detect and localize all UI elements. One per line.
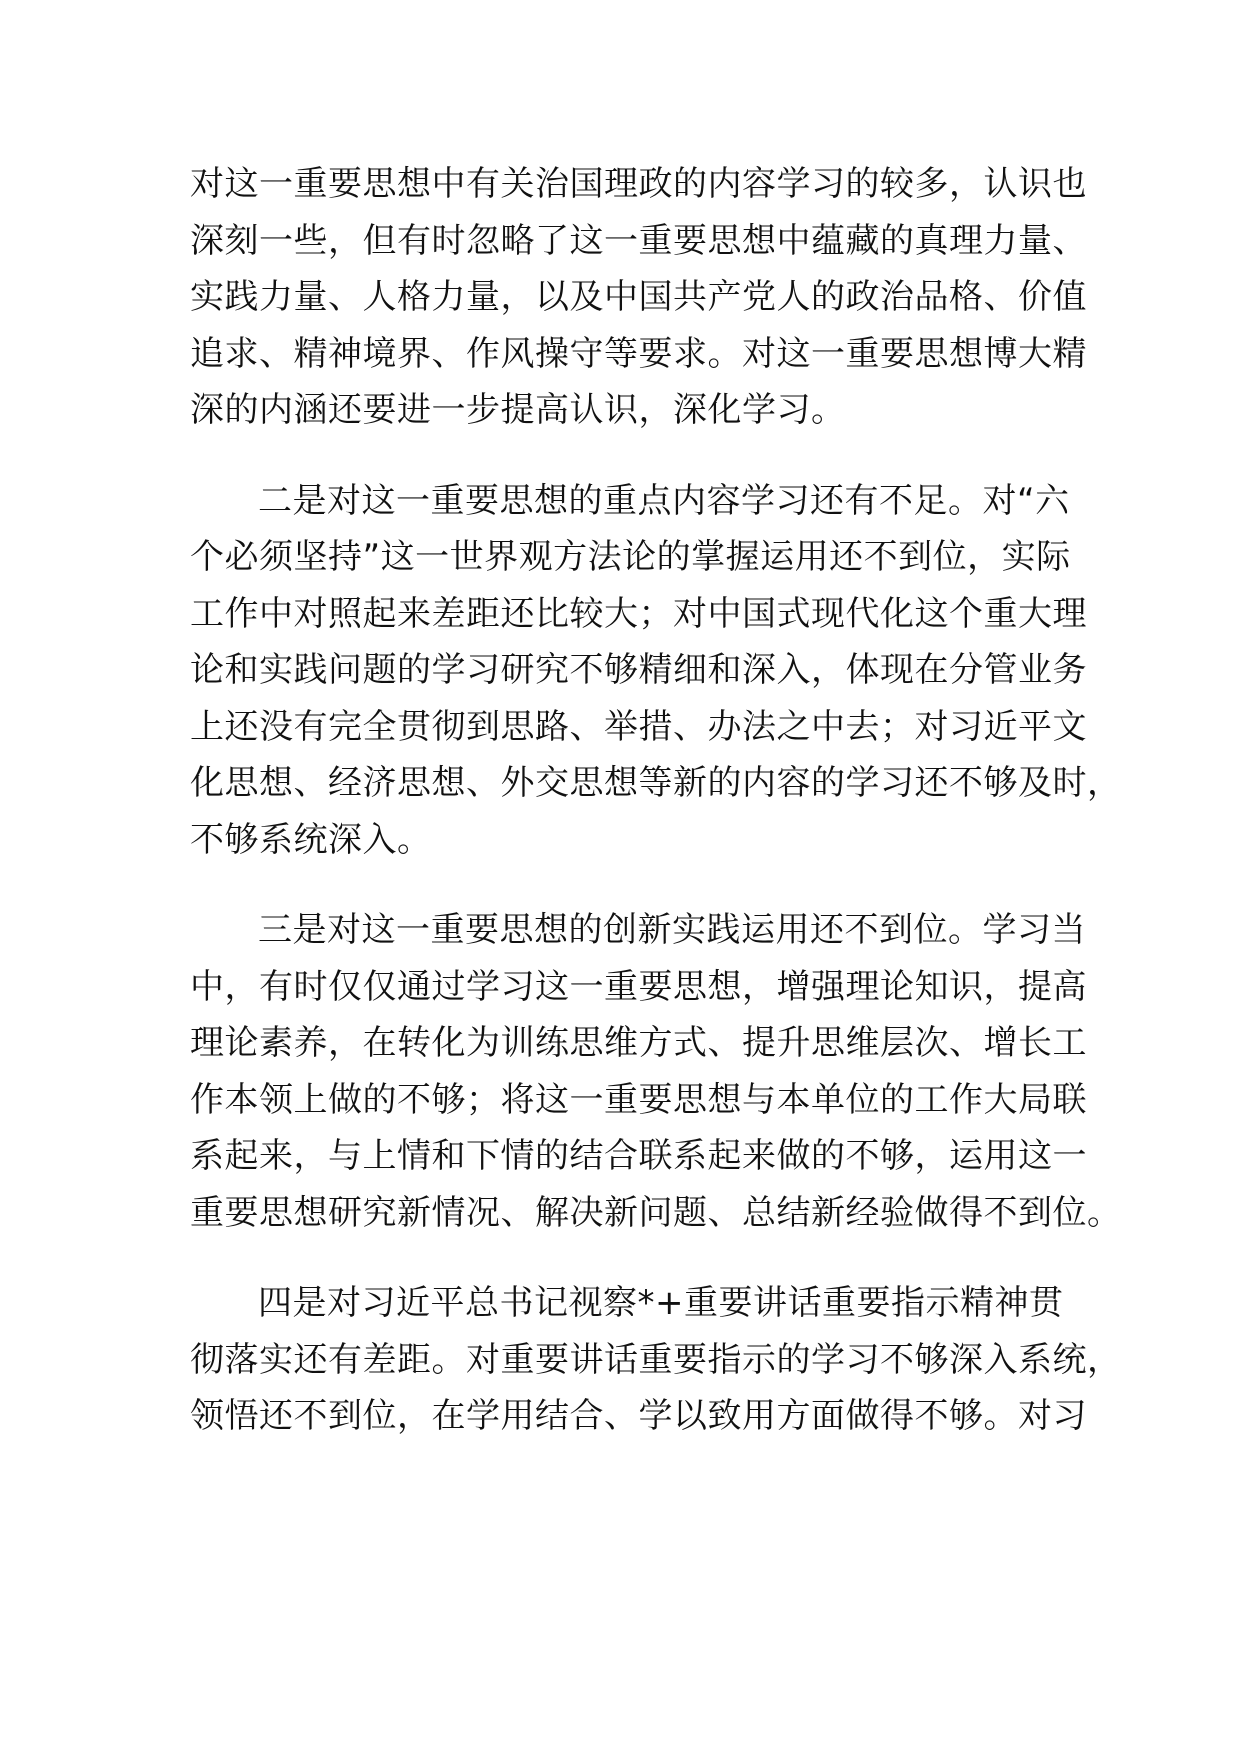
paragraph-point-two [190, 473, 1122, 869]
text-line: 理论素养，在转化为训练思维方式、提升思维层次、增长工 [190, 1023, 1087, 1063]
text-line: 化思想、经济思想、外交思想等新的内容的学习还不够及时， [190, 763, 1122, 803]
paragraph-point-four [190, 1275, 1122, 1445]
text-line: 彻落实还有差距。对重要讲话重要指示的学习不够深入系统， [190, 1339, 1122, 1380]
text-line: 不够系统深入。 [190, 819, 432, 860]
text-line: 重要思想研究新情况、解决新问题、总结新经验做得不到位。 [190, 1192, 1122, 1233]
text-line: 个必须坚持”这一世界观方法论的掌握运用还不到位，实际 [190, 537, 1071, 577]
text-line: 实践力量、人格力量，以及中国共产党人的政治品格、价值 [190, 277, 1087, 317]
text-line: 深刻一些，但有时忽略了这一重要思想中蕴藏的真理力量、 [190, 220, 1087, 261]
text-line: 工作中对照起来差距还比较大；对中国式现代化这个重大理 [190, 593, 1087, 634]
text-line: 论和实践问题的学习研究不够精细和深入，体现在分管业务 [190, 650, 1087, 690]
document-body [190, 156, 1122, 1445]
text-line: 追求、精神境界、作风操守等要求。对这一重要思想博大精 [190, 333, 1087, 374]
text-line: 领悟还不到位，在学用结合、学以致用方面做得不够。对习 [190, 1396, 1087, 1436]
text-line: 中，有时仅仅通过学习这一重要思想，增强理论知识，提高 [190, 966, 1087, 1007]
text-line: 三是对这一重要思想的创新实践运用还不到位。学习当 [258, 910, 1086, 950]
text-line: 二是对这一重要思想的重点内容学习还有不足。对“六 [258, 480, 1070, 521]
text-line: 四是对习近平总书记视察*+重要讲话重要指示精神贯 [258, 1283, 1064, 1323]
paragraph-point-three [190, 902, 1122, 1241]
paragraph-continuation [190, 156, 1090, 439]
text-line: 对这一重要思想中有关治国理政的内容学习的较多，认识也 [190, 164, 1087, 204]
text-line: 深的内涵还要进一步提高认识，深化学习。 [190, 390, 846, 430]
text-line: 上还没有完全贯彻到思路、举措、办法之中去；对习近平文 [190, 706, 1087, 747]
text-line: 作本领上做的不够；将这一重要思想与本单位的工作大局联 [190, 1079, 1087, 1120]
text-line: 系起来，与上情和下情的结合联系起来做的不够，运用这一 [190, 1136, 1087, 1176]
